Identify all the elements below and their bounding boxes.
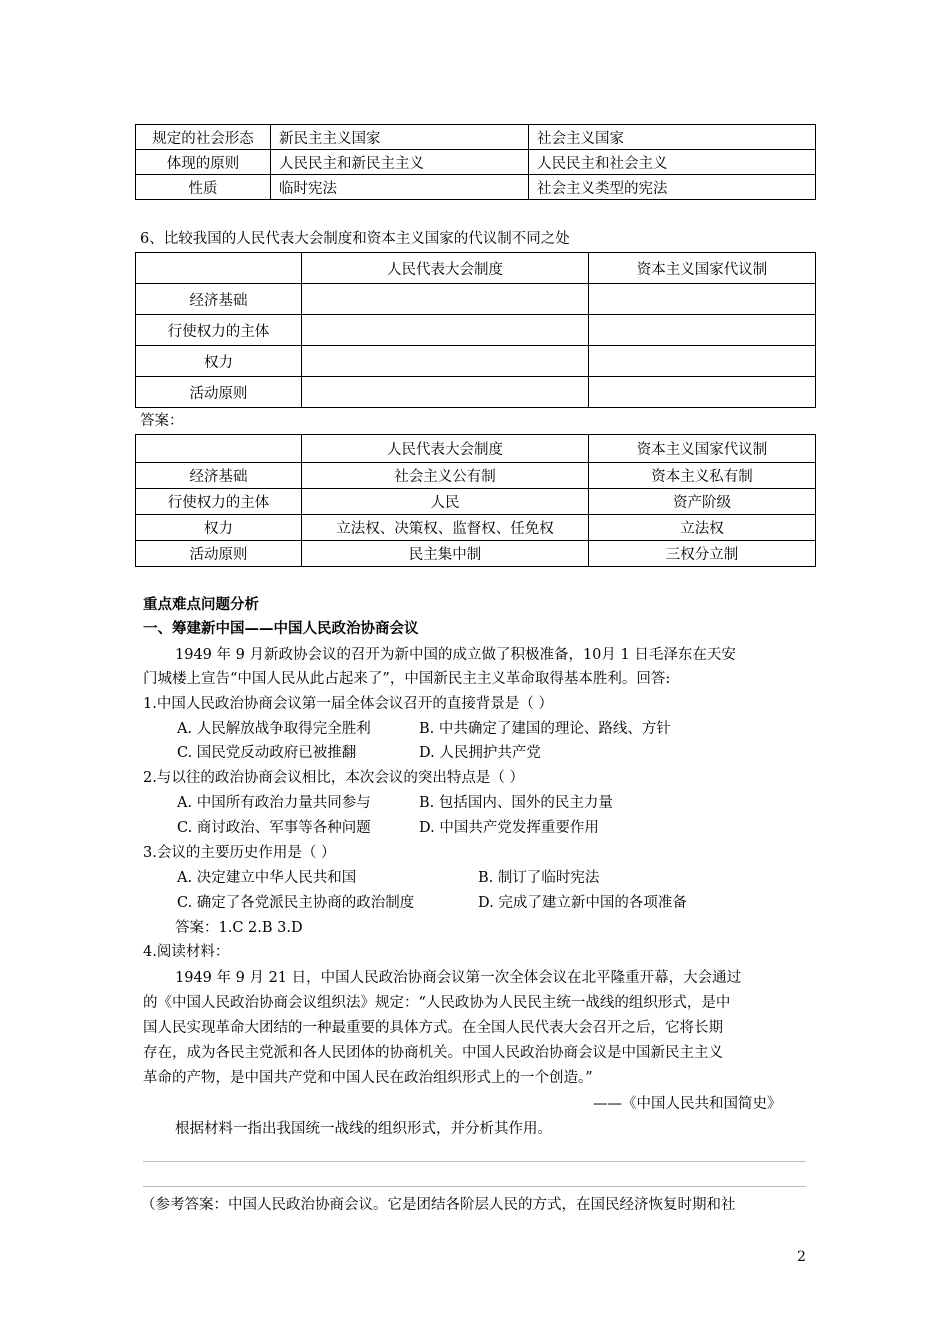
table-header-cell bbox=[136, 435, 302, 463]
subsection-title: 一、筹建新中国——中国人民政治协商会议 bbox=[143, 621, 419, 637]
question-3-option-c[interactable]: C. 确定了各党派民主协商的政治制度 bbox=[177, 895, 415, 911]
table-cell: 规定的社会形态 bbox=[136, 125, 271, 150]
answer-comparison-table bbox=[135, 434, 816, 567]
question-1-option-a[interactable]: A. 人民解放战争取得完全胜利 bbox=[177, 721, 371, 737]
question-2-stem: 2.与以往的政治协商会议相比，本次会议的突出特点是（ ） bbox=[143, 770, 524, 786]
table-cell: 临时宪法 bbox=[271, 175, 529, 200]
answer-blank[interactable] bbox=[589, 284, 816, 315]
table-cell: 体现的原则 bbox=[136, 150, 271, 175]
answer-blank[interactable] bbox=[302, 346, 589, 377]
question-3-stem: 3.会议的主要历史作用是（ ） bbox=[143, 845, 336, 861]
intro-paragraph-line: 门城楼上宣告“中国人民从此占起来了”，中国新民主主义革命取得基本胜利。回答: bbox=[143, 671, 671, 687]
answer-blank[interactable] bbox=[589, 377, 816, 408]
table-cell: 立法权、决策权、监督权、任免权 bbox=[302, 515, 589, 541]
question-1-option-b[interactable]: B. 中共确定了建国的理论、路线、方针 bbox=[419, 721, 671, 737]
table-row bbox=[136, 125, 816, 150]
question-1-stem: 1.中国人民政治协商会议第一届全体会议召开的直接背景是（ ） bbox=[143, 696, 553, 712]
table-cell: 三权分立制 bbox=[589, 541, 816, 567]
table-row bbox=[136, 175, 816, 200]
table-cell: 权力 bbox=[136, 515, 302, 541]
table-row bbox=[136, 377, 816, 408]
table-cell: 资本主义私有制 bbox=[589, 463, 816, 489]
table-row bbox=[136, 463, 816, 489]
question-2-option-a[interactable]: A. 中国所有政治力量共同参与 bbox=[177, 795, 371, 811]
table-row bbox=[136, 315, 816, 346]
answer-blank[interactable] bbox=[302, 377, 589, 408]
question-1-option-c[interactable]: C. 国民党反动政府已被推翻 bbox=[177, 745, 357, 761]
table-row bbox=[136, 541, 816, 567]
page-number: 2 bbox=[797, 1249, 806, 1265]
material-line: 革命的产物，是中国共产党和中国人民在政治组织形式上的一个创造。” bbox=[143, 1070, 593, 1086]
question-3-option-b[interactable]: B. 制订了临时宪法 bbox=[478, 870, 600, 886]
answer-line bbox=[143, 1186, 806, 1187]
table-cell: 新民主主义国家 bbox=[271, 125, 529, 150]
material-line: 的《中国人民政治协商会议组织法》规定：“人民政协为人民民主统一战线的组织形式，是中 bbox=[143, 995, 731, 1011]
reference-answer: （参考答案：中国人民政治协商会议。它是团结各阶层人民的方式，在国民经济恢复时期和社 bbox=[141, 1197, 736, 1213]
material-line: 国人民实现革命大团结的一种最重要的具体方式。在全国人民代表大会召开之后，它将长期 bbox=[143, 1020, 723, 1036]
table-cell: 人民民主和新民主主义 bbox=[271, 150, 529, 175]
table-cell: 社会主义公有制 bbox=[302, 463, 589, 489]
table-header-cell: 资本主义国家代议制 bbox=[589, 435, 816, 463]
table-header-row bbox=[136, 253, 816, 284]
table-cell: 活动原则 bbox=[136, 541, 302, 567]
table-cell: 性质 bbox=[136, 175, 271, 200]
table-header-cell: 人民代表大会制度 bbox=[302, 435, 589, 463]
table-cell: 行使权力的主体 bbox=[136, 315, 302, 346]
section-title: 重点难点问题分析 bbox=[143, 597, 259, 613]
question-2-option-d[interactable]: D. 中国共产党发挥重要作用 bbox=[419, 820, 599, 836]
question-3-option-a[interactable]: A. 决定建立中华人民共和国 bbox=[177, 870, 357, 886]
constitution-comparison-table bbox=[135, 124, 816, 200]
table-header-cell: 人民代表大会制度 bbox=[302, 253, 589, 284]
material-line: 存在，成为各民主党派和各人民团体的协商机关。中国人民政治协商会议是中国新民主主义 bbox=[143, 1045, 723, 1061]
table-cell: 经济基础 bbox=[136, 284, 302, 315]
table-row bbox=[136, 515, 816, 541]
table-row bbox=[136, 284, 816, 315]
table-cell: 经济基础 bbox=[136, 463, 302, 489]
table-row bbox=[136, 346, 816, 377]
question-2-option-c[interactable]: C. 商讨政治、军事等各种问题 bbox=[177, 820, 371, 836]
answer-blank[interactable] bbox=[302, 315, 589, 346]
table-cell: 资产阶级 bbox=[589, 489, 816, 515]
answer-label: 答案： bbox=[140, 413, 184, 429]
intro-paragraph-line: 1949 年 9 月新政协会议的召开为新中国的成立做了积极准备，10月 1 日毛泽东在天安 bbox=[175, 647, 736, 663]
material-source: ——《中国人民共和国简史》 bbox=[593, 1096, 782, 1112]
table-cell: 立法权 bbox=[589, 515, 816, 541]
table-cell: 人民民主和社会主义 bbox=[529, 150, 816, 175]
table-row bbox=[136, 150, 816, 175]
table-header-cell: 资本主义国家代议制 bbox=[589, 253, 816, 284]
table-cell: 人民 bbox=[302, 489, 589, 515]
table-cell: 社会主义类型的宪法 bbox=[529, 175, 816, 200]
answer-blank[interactable] bbox=[589, 346, 816, 377]
question-1-option-d[interactable]: D. 人民拥护共产党 bbox=[419, 745, 541, 761]
answers-1-3: 答案：1.C 2.B 3.D bbox=[175, 920, 303, 936]
material-line: 1949 年 9 月 21 日，中国人民政治协商会议第一次全体会议在北平隆重开幕，大会通过 bbox=[175, 970, 742, 986]
question-6-title: 6、比较我国的人民代表大会制度和资本主义国家的代议制不同之处 bbox=[140, 231, 570, 247]
table-header-row bbox=[136, 435, 816, 463]
question-4-title: 4.阅读材料： bbox=[143, 944, 230, 960]
table-cell: 行使权力的主体 bbox=[136, 489, 302, 515]
table-cell: 活动原则 bbox=[136, 377, 302, 408]
answer-line bbox=[143, 1161, 806, 1162]
blank-comparison-table bbox=[135, 252, 816, 408]
table-header-cell bbox=[136, 253, 302, 284]
table-row bbox=[136, 489, 816, 515]
table-cell: 权力 bbox=[136, 346, 302, 377]
table-cell: 民主集中制 bbox=[302, 541, 589, 567]
question-3-option-d[interactable]: D. 完成了建立新中国的各项准备 bbox=[478, 895, 687, 911]
question-2-option-b[interactable]: B. 包括国内、国外的民主力量 bbox=[419, 795, 613, 811]
answer-blank[interactable] bbox=[302, 284, 589, 315]
answer-blank[interactable] bbox=[589, 315, 816, 346]
question-4-prompt: 根据材料一指出我国统一战线的组织形式，并分析其作用。 bbox=[175, 1121, 552, 1137]
table-cell: 社会主义国家 bbox=[529, 125, 816, 150]
